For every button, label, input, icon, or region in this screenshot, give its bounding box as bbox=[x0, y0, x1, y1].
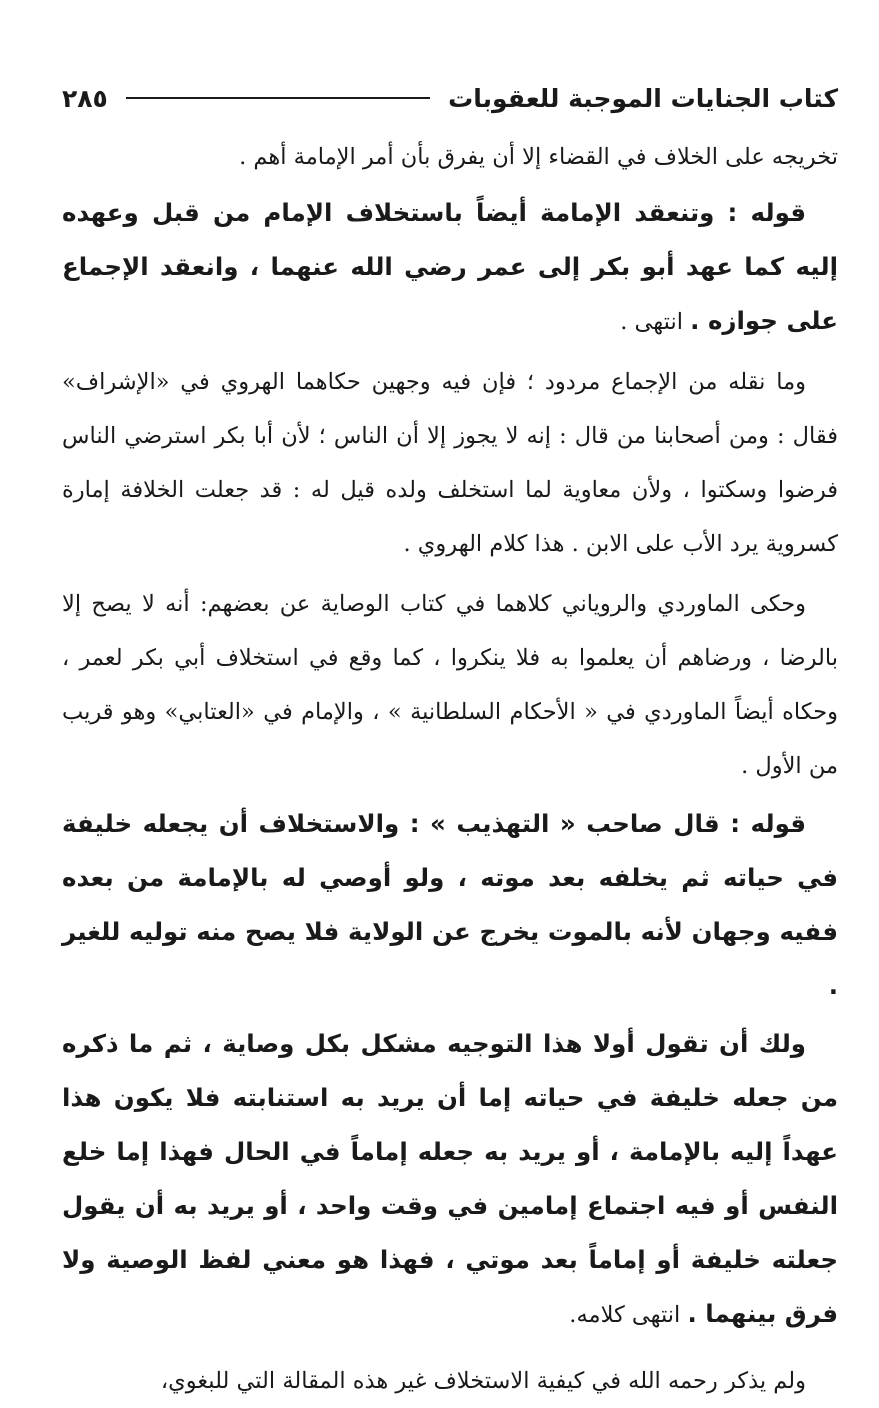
quote-end-marker: انتهى . bbox=[620, 309, 691, 335]
objection-text: ولك أن تقول أولا هذا التوجيه مشكل بكل وصاية ، ثم ما ذكره من جعله خليفة في حياته إما أن يريد به استنابته فلا يكون هذا عهداً إليه بالإمامة ، أو يريد به جعله إماماً في الحال فهذا إما خلع النفس أو فيه اجتماع إمامين في وقت واحد ، أو يريد به أن يقول جعلته خليفة أو إماماً بعد موتي ، فهذا هو معني لفظ الوصية ولا فرق بينهما . bbox=[62, 1029, 838, 1328]
header-rule bbox=[126, 97, 430, 99]
page-header bbox=[62, 70, 838, 126]
running-title: كتاب الجنايات الموجبة للعقوبات bbox=[448, 83, 838, 113]
paragraph-baghawi: ولم يذكر رحمه الله في كيفية الاستخلاف غير هذه المقالة التي للبغوي، bbox=[160, 1368, 806, 1394]
paragraph-mawardi: وحكى الماوردي والروياني كلاهما في كتاب الوصاية عن بعضهم: أنه لا يصح إلا بالرضا ، ورضاهم أن يعلموا به فلا ينكروا ، كما وقع في استخلاف أبي بكر لعمر ، وحكاه أيضاً الماوردي في « الأحكام السلطانية » ، والإمام في «العتابي» وهو قريب من الأول . bbox=[62, 591, 838, 779]
paragraph-quote-imamah bbox=[62, 186, 838, 349]
paragraph-continuation: تخريجه على الخلاف في القضاء إلا أن يفرق بأن أمر الإمامة أهم . bbox=[239, 144, 838, 170]
book-page bbox=[62, 70, 838, 1408]
quoted-text: قوله : وتنعقد الإمامة أيضاً باستخلاف الإمام من قبل وعهده إليه كما عهد أبو بكر إلى عمر رضي الله عنهما ، وانعقد الإجماع على جوازه . bbox=[62, 198, 838, 335]
page-number: ٢٨٥ bbox=[62, 83, 108, 113]
paragraph-objection bbox=[62, 1017, 838, 1342]
paragraph-harawi: وما نقله من الإجماع مردود ؛ فإن فيه وجهين حكاهما الهروي في «الإشراف» فقال : ومن أصحابنا من قال : إنه لا يجوز إلا أن الناس ؛ لأن أبا بكر استرضي الناس فرضوا وسكتوا ، ولأن معاوية لما استخلف ولده قيل له : قد جعلت الخلافة إمارة كسروية يرد الأب على الابن . هذا كلام الهروي . bbox=[62, 369, 838, 557]
objection-end-marker: انتهى كلامه. bbox=[569, 1302, 688, 1328]
paragraph-quote-tahdhib: قوله : قال صاحب « التهذيب » : والاستخلاف أن يجعله خليفة في حياته ثم يخلفه بعد موته ، ولو أوصي له بالإمامة من بعده ففيه وجهان لأنه بالموت يخرج عن الولاية فلا يصح منه توليه للغير . bbox=[62, 809, 838, 1000]
